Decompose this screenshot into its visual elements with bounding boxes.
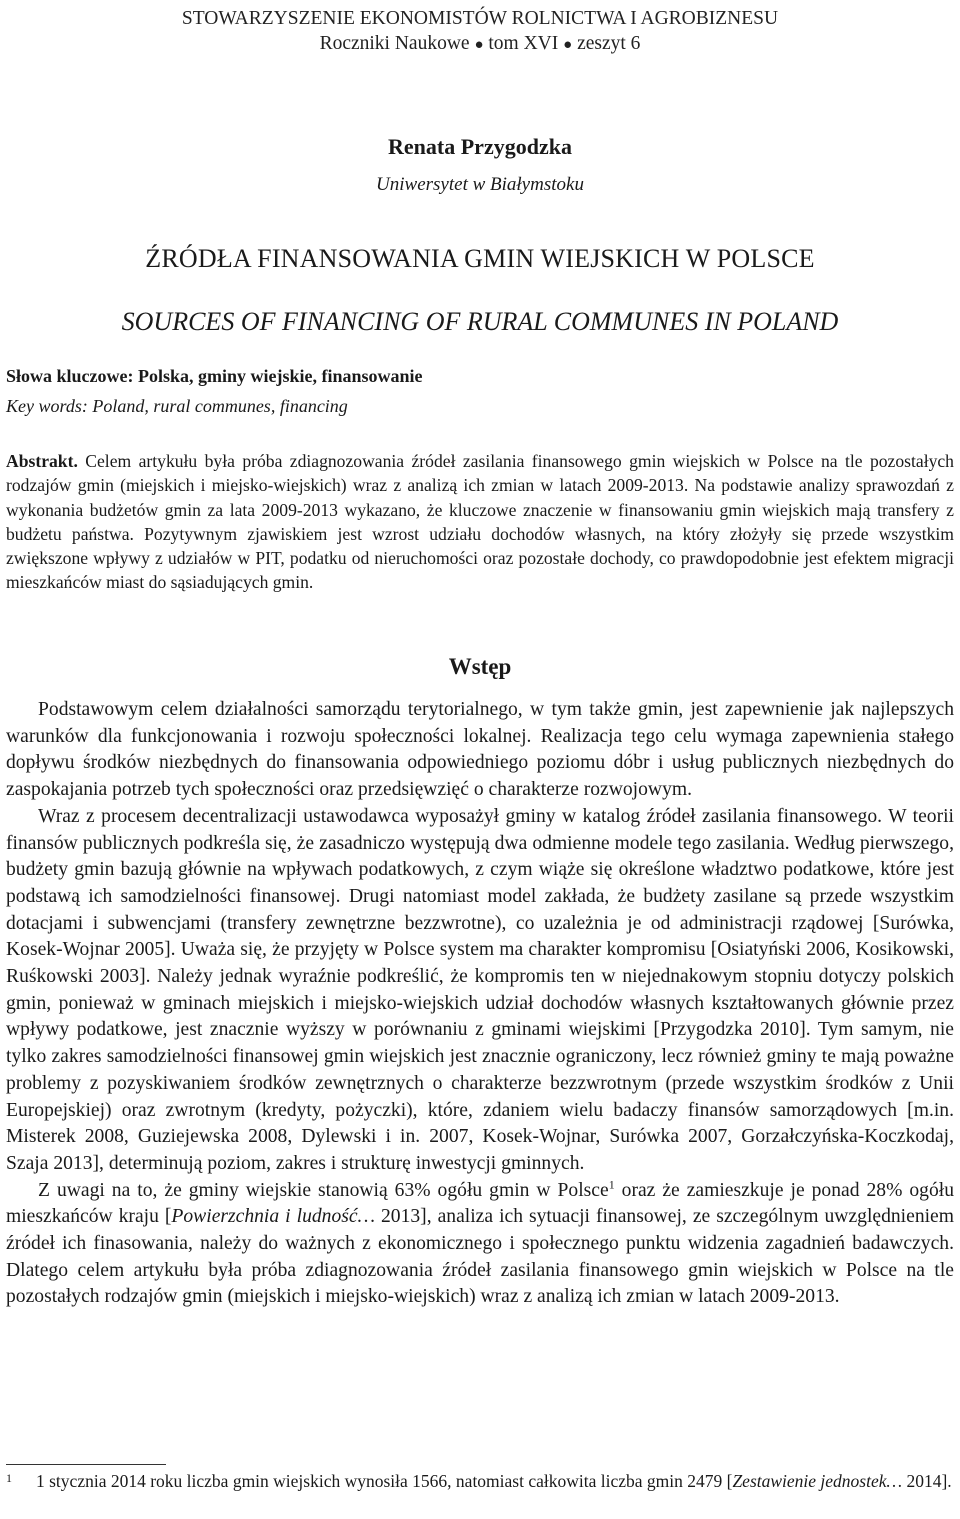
footnote-text-part: 2014]. <box>902 1471 952 1491</box>
title-polish: ŹRÓDŁA FINANSOWANIA GMIN WIEJSKICH W POLSCE <box>145 244 815 273</box>
journal-name: STOWARZYSZENIE EKONOMISTÓW ROLNICTWA I AGROBIZNESU <box>181 8 779 29</box>
journal-issue: zeszyt 6 <box>577 33 641 54</box>
paragraph: Podstawowym celem działalności samorządu terytorialnego, w tym także gmin, jest zapewnienie jak najlepszych warunków dla funkcjonowania i rozwoju społeczności lokalnej. Realizacja tego celu wymaga zapewnienia stałego dopływu środków niezbędnych do finansowania odpowiedniego poziomu dóbr i usług publicznych niezbędnych do zaspokajania potrzeb tych społeczności oraz przedsięwzięć o charakterze rozwojowym. <box>6 699 954 801</box>
abstract <box>6 449 954 595</box>
bullet-separator: ● <box>474 37 484 53</box>
footnote-ref: 1 <box>608 1177 615 1192</box>
citation-title: Powierzchnia i ludność… <box>171 1206 375 1228</box>
author-name: Renata Przygodzka <box>388 134 572 159</box>
body-text <box>6 697 954 1311</box>
journal-series: Roczniki Naukowe <box>319 33 470 54</box>
bullet-separator: ● <box>563 37 573 53</box>
paragraph <box>6 1178 954 1312</box>
paragraph-text: oraz że zamieszkuje je ponad 28% ogółu mieszkańców kraju [ <box>6 1179 954 1228</box>
abstract-label: Abstrakt. <box>6 451 78 471</box>
footnote-text <box>6 1470 954 1493</box>
paragraph: Wraz z procesem decentralizacji ustawodawca wyposażył gminy w katalog źródeł zasilania finansowego. W teorii finansów publicznych podkreśla się, że zasadniczo występują dwa odmienne modele tego zasilania. Według pierwszego, budżety gmin bazują głównie na wpływach podatkowych, z czym wiąże się określone władztwo podatkowe, które jest podstawą ich samodzielności finansowej. Drugi natomiast model zakłada, że budżety zasilane są przede wszystkim dotacjami i subwencjami (transfery zewnętrzne bezzwrotne), co uzależnia je od administracji rządowej [Surówka, Kosek-Wojnar 2005]. Uważa się, że przyjęty w Polsce system ma charakter kompromisu [Osiatyński 2006, Kosikowski, Ruśkowski 2003]. Należy jednak wyraźnie podkreślić, że kompromis ten w niejednakowym stopniu dotyczy polskich gmin, ponieważ w gminach miejskich i miejsko-wiejskich udział dochodów własnych kształtowanych głównie przez wpływy podatkowe, jest znacznie wyższy w porównaniu z gminami wiejskimi [Przygodzka 2010]. Tym samym, nie tylko zakres samodzielności finansowej gmin wiejskich jest znacznie ograniczony, lecz również gminy te mają poważne problemy z pozyskiwaniem środków zewnętrznych o charakterze bezzwrotnym (przede wszystkim środków z Unii Europejskiej) oraz zwrotnym (kredyty, pożyczki), które, zdaniem wielu badaczy finansów samorządowych [m.in. Misterek 2008, Guziejewska 2008, Dylewski i in. 2007, Kosek-Wojnar, Surówka 2007, Gorzałczyńska-Koczkodaj, Szaja 2013], determinują poziom, zakres i strukturę inwestycji gminnych. <box>6 805 954 1174</box>
footnote-citation: Zestawienie jednostek… <box>732 1471 903 1491</box>
footnote-number: 1 <box>6 1471 12 1485</box>
journal-header <box>0 6 960 58</box>
footnote <box>6 1470 954 1493</box>
section-heading: Wstęp <box>448 654 512 679</box>
journal-issue-line <box>0 31 960 58</box>
footnote-text-part: 1 stycznia 2014 roku liczba gmin wiejskich wynosiła 1566, natomiast całkowita liczba gmin 2479 [ <box>36 1471 733 1491</box>
title-english: SOURCES OF FINANCING OF RURAL COMMUNES IN POLAND <box>121 307 839 336</box>
abstract-text: Celem artykułu była próba zdiagnozowania źródeł zasilania finansowego gmin wiejskich w Polsce na tle pozostałych rodzajów gmin (miejskich i miejsko-wiejskich) wraz z analizą ich zmian w latach 2009-2013. Na podstawie analizy sprawozdań z wykonania budżetów gmin za lata 2009-2013 wykazano, że kluczowe znaczenie w finansowaniu gmin wiejskich mają transfery z budżetu państwa. Pozytywnym zjawiskiem jest wzrost udziału dochodów własnych, na który złożyły się przede wszystkim zwiększone wpływy z udziałów w PIT, podatku od nieruchomości oraz pozostałe dochody, co prawdopodobnie jest efektem migracji mieszkańców miast do sąsiadujących gmin. <box>6 451 954 593</box>
footnote-divider <box>6 1464 166 1465</box>
journal-volume: tom XVI <box>488 33 559 54</box>
keywords-english: Key words: Poland, rural communes, financing <box>6 396 348 416</box>
keywords-polish: Słowa kluczowe: Polska, gminy wiejskie, finansowanie <box>6 366 423 386</box>
author-affiliation: Uniwersytet w Białymstoku <box>376 174 584 195</box>
paragraph-text: Z uwagi na to, że gminy wiejskie stanowią 63% ogółu gmin w Polsce <box>38 1179 609 1201</box>
paragraph-text: 2013], analiza ich sytuacji finansowej, ze szczególnym uwzględnieniem źródeł ich finasowania, należy do ważnych z ekonomicznego i społecznego punktu widzenia zagadnień badawczych. Dlatego celem artykułu była próba zdiagnozowania źródeł zasilania finansowego gmin wiejskich w Polsce na tle pozostałych rodzajów gmin (miejskich i miejsko-wiejskich) wraz z analizą ich zmian w latach 2009-2013. <box>6 1206 954 1308</box>
